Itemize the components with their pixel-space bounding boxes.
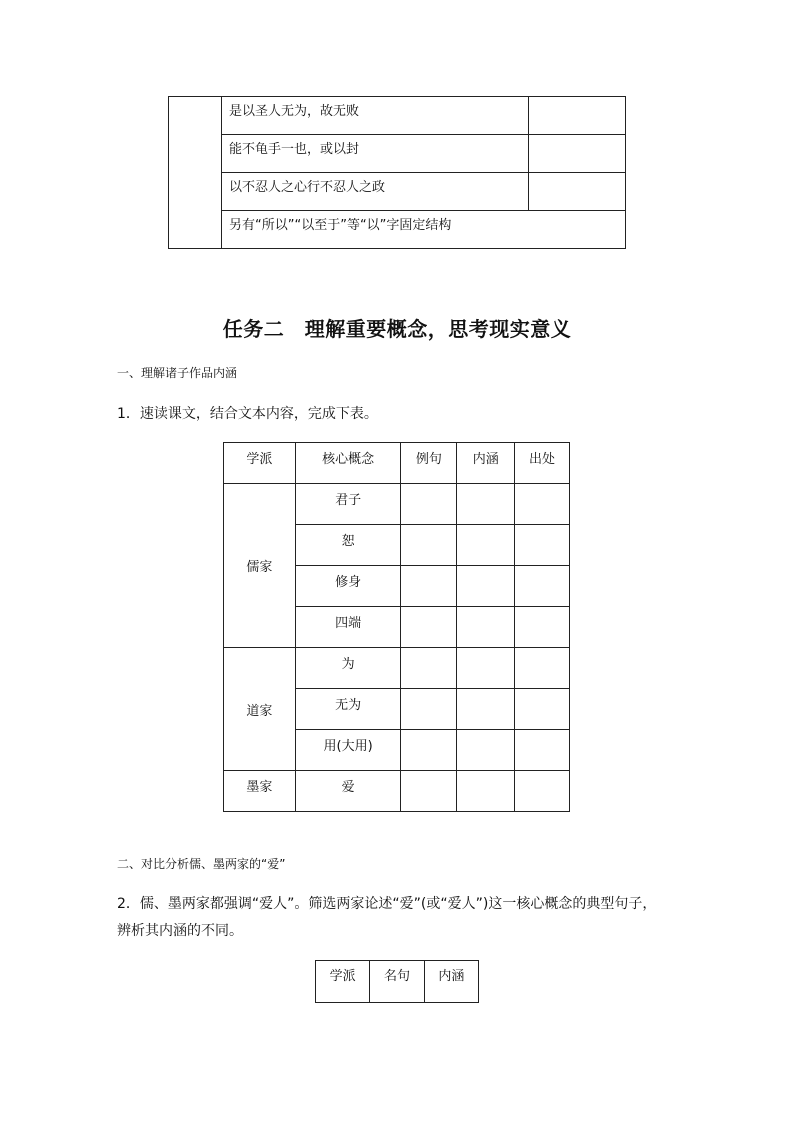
concept-cell: 为 — [295, 648, 401, 689]
question-2-line-1: 2．儒、墨两家都强调“爱人”。筛选两家论述“爱”(或“爱人”)这一核心概念的典型句子， — [117, 896, 657, 912]
concept-cell: 君子 — [295, 484, 401, 525]
header-cell: 名句 — [370, 961, 424, 1003]
blank-cell — [515, 648, 570, 689]
concept-cell: 用(大用) — [295, 730, 401, 771]
concept-cell: 修身 — [295, 566, 401, 607]
top-table-blank-cell — [529, 135, 626, 173]
blank-cell — [401, 525, 457, 566]
top-table-merged-cell — [169, 97, 222, 249]
blank-cell — [457, 771, 515, 812]
section-heading-2: 二、对比分析儒、墨两家的“爱” — [117, 857, 286, 871]
concept-cell: 四端 — [295, 607, 401, 648]
header-cell: 核心概念 — [295, 443, 401, 484]
top-table-row-text: 是以圣人无为，故无败 — [222, 97, 529, 135]
top-table — [168, 96, 626, 249]
school-cell: 道家 — [224, 648, 296, 771]
blank-cell — [515, 689, 570, 730]
header-cell: 例句 — [401, 443, 457, 484]
blank-cell — [457, 730, 515, 771]
blank-cell — [457, 484, 515, 525]
blank-cell — [457, 607, 515, 648]
blank-cell — [457, 689, 515, 730]
concept-table — [223, 442, 570, 812]
top-table-blank-cell — [529, 97, 626, 135]
blank-cell — [401, 648, 457, 689]
header-cell: 出处 — [515, 443, 570, 484]
task-title: 任务二 理解重要概念，思考现实意义 — [222, 317, 572, 341]
blank-cell — [401, 771, 457, 812]
top-table-row-text: 另有“所以”“以至于”等“以”字固定结构 — [222, 211, 626, 249]
blank-cell — [515, 525, 570, 566]
blank-cell — [515, 566, 570, 607]
concept-cell: 无为 — [295, 689, 401, 730]
header-cell: 内涵 — [457, 443, 515, 484]
concept-cell: 爱 — [295, 771, 401, 812]
blank-cell — [457, 648, 515, 689]
love-table — [315, 960, 479, 1003]
blank-cell — [401, 566, 457, 607]
blank-cell — [401, 689, 457, 730]
header-cell: 内涵 — [424, 961, 478, 1003]
school-cell: 墨家 — [224, 771, 296, 812]
blank-cell — [515, 484, 570, 525]
blank-cell — [515, 607, 570, 648]
section-heading-1: 一、理解诸子作品内涵 — [117, 366, 238, 380]
blank-cell — [401, 484, 457, 525]
blank-cell — [401, 607, 457, 648]
top-table-row-text: 能不龟手一也，或以封 — [222, 135, 529, 173]
concept-cell: 恕 — [295, 525, 401, 566]
question-2-line-2: 辨析其内涵的不同。 — [117, 923, 243, 939]
blank-cell — [401, 730, 457, 771]
top-table-row-text: 以不忍人之心行不忍人之政 — [222, 173, 529, 211]
header-cell: 学派 — [316, 961, 370, 1003]
blank-cell — [515, 771, 570, 812]
blank-cell — [457, 525, 515, 566]
blank-cell — [515, 730, 570, 771]
top-table-blank-cell — [529, 173, 626, 211]
question-1: 1．速读课文，结合文本内容，完成下表。 — [117, 406, 378, 422]
header-cell: 学派 — [224, 443, 296, 484]
blank-cell — [457, 566, 515, 607]
school-cell: 儒家 — [224, 484, 296, 648]
